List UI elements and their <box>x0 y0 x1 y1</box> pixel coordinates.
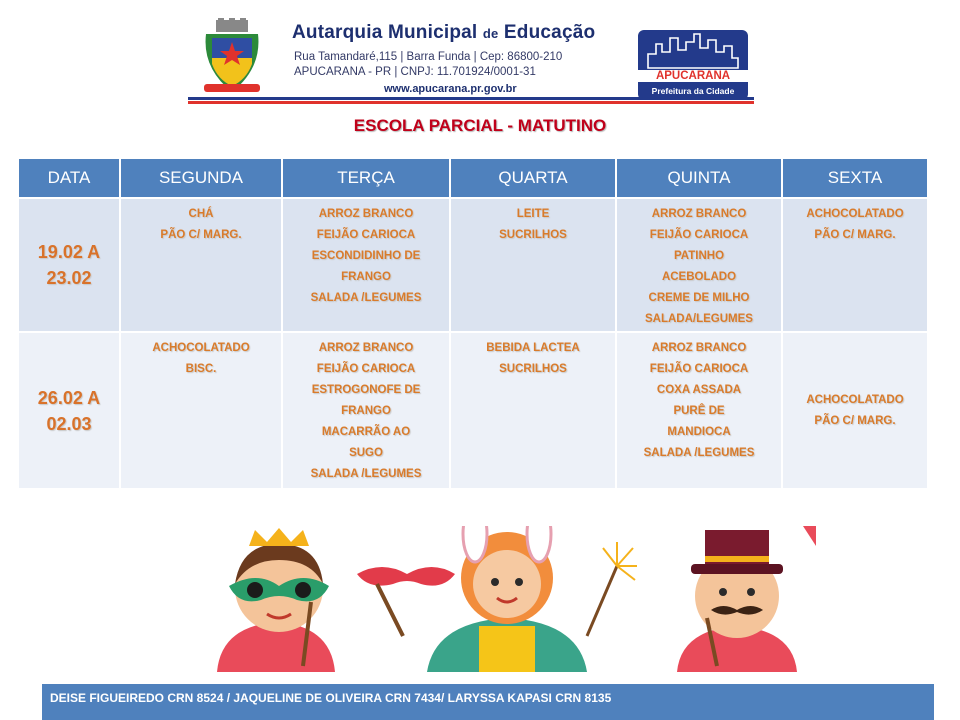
menu-item: SUCRILHOS <box>499 229 567 241</box>
menu-item: FEIJÃO CARIOCA <box>649 363 749 375</box>
menu-item: FEIJÃO CARIOCA <box>316 363 416 375</box>
menu-item: FRANGO <box>341 405 391 417</box>
menu-item: BEBIDA LACTEA <box>486 342 580 354</box>
menu-cell-quarta <box>450 332 616 489</box>
city-logo <box>638 30 748 100</box>
week-date-cell <box>18 332 120 489</box>
menu-item: PÃO C/ MARG. <box>814 229 896 241</box>
menu-cell-terca <box>282 198 450 332</box>
menu-cell-quarta <box>450 198 616 332</box>
website-link[interactable]: www.apucarana.pr.gov.br <box>384 83 517 95</box>
menu-item: ACHOCOLATADO <box>806 208 904 220</box>
menu-item: PURÊ DE <box>673 405 725 417</box>
address-line-2: APUCARANA - PR | CNPJ: 11.701924/0001-31 <box>294 66 536 78</box>
menu-table <box>17 157 929 490</box>
header-banner <box>188 10 754 104</box>
menu-item: FEIJÃO CARIOCA <box>649 229 749 241</box>
table-row <box>18 332 928 489</box>
header-sexta: SEXTA <box>782 158 928 198</box>
menu-cell-sexta <box>782 198 928 332</box>
menu-item: SALADA /LEGUMES <box>310 468 422 480</box>
carnival-kids-illustration <box>207 526 816 672</box>
city-logo-subtitle: Prefeitura da Cidade <box>651 86 735 96</box>
girl-with-mask-figure <box>217 528 335 672</box>
municipal-crest-icon <box>200 18 264 96</box>
menu-item: CREME DE MILHO <box>648 292 750 304</box>
menu-item: PATINHO <box>673 250 725 262</box>
menu-item: PÃO C/ MARG. <box>814 414 896 427</box>
menu-item: SALADA /LEGUMES <box>310 292 422 304</box>
menu-item: BISC. <box>185 363 217 375</box>
org-title-end: Educação <box>503 22 596 43</box>
menu-item: ACEBOLADO <box>661 271 737 283</box>
nutritionists-footer: DEISE FIGUEIREDO CRN 8524 / JAQUELINE DE OLIVEIRA CRN 7434/ LARYSSA KAPASI CRN 8135 <box>42 684 934 720</box>
menu-cell-segunda <box>120 332 282 489</box>
week-date-cell <box>18 198 120 332</box>
menu-item: ESCONDIDINHO DE <box>311 250 421 262</box>
menu-item: SUCRILHOS <box>499 363 567 375</box>
menu-cell-terca <box>282 332 450 489</box>
menu-item: FEIJÃO CARIOCA <box>316 229 416 241</box>
skyline-icon <box>638 30 748 70</box>
date-line: 23.02 <box>46 268 92 288</box>
boy-with-top-hat-figure <box>677 526 816 672</box>
date-line: 19.02 A <box>37 242 101 262</box>
menu-cell-quinta <box>616 332 782 489</box>
date-line: 02.03 <box>46 413 92 434</box>
girl-with-bunny-ears-figure <box>357 526 637 672</box>
menu-item: FRANGO <box>341 271 391 283</box>
menu-item: MANDIOCA <box>667 426 731 438</box>
menu-item: SUGO <box>349 447 383 459</box>
city-logo-name: APUCARANA <box>638 70 748 82</box>
menu-cell-quinta <box>616 198 782 332</box>
menu-item: ACHOCOLATADO <box>806 393 904 406</box>
menu-item: MACARRÃO AO <box>321 426 411 438</box>
banner-stripe-red <box>188 101 754 104</box>
menu-cell-sexta <box>782 332 928 489</box>
menu-item: ACHOCOLATADO <box>152 342 250 354</box>
menu-item: ESTROGONOFE DE <box>311 384 421 396</box>
table-header-row <box>18 158 928 198</box>
header-quinta: QUINTA <box>616 158 782 198</box>
org-title <box>292 22 595 44</box>
menu-cell-segunda <box>120 198 282 332</box>
school-title: ESCOLA PARCIAL - MATUTINO <box>353 116 607 135</box>
menu-item: ARROZ BRANCO <box>651 208 747 220</box>
menu-item: ARROZ BRANCO <box>318 342 414 354</box>
menu-item: COXA ASSADA <box>656 384 742 396</box>
header-segunda: SEGUNDA <box>120 158 282 198</box>
menu-item: PÃO C/ MARG. <box>160 229 242 241</box>
menu-item: LEITE <box>516 208 550 220</box>
header-data: DATA <box>18 158 120 198</box>
address-line-1: Rua Tamandaré,115 | Barra Funda | Cep: 86800-210 <box>294 51 563 63</box>
banner-stripe-blue <box>188 97 754 100</box>
menu-item: ARROZ BRANCO <box>318 208 414 220</box>
menu-item: ARROZ BRANCO <box>651 342 747 354</box>
table-row <box>18 198 928 332</box>
menu-item: SALADA/LEGUMES <box>645 313 753 325</box>
header-terca: TERÇA <box>282 158 450 198</box>
menu-item: CHÁ <box>188 208 214 220</box>
header-quarta: QUARTA <box>450 158 616 198</box>
date-line: 26.02 A <box>37 387 101 408</box>
org-title-main: Autarquia Municipal <box>292 22 478 43</box>
menu-item: SALADA /LEGUMES <box>643 447 755 459</box>
org-title-de: de <box>482 26 499 41</box>
